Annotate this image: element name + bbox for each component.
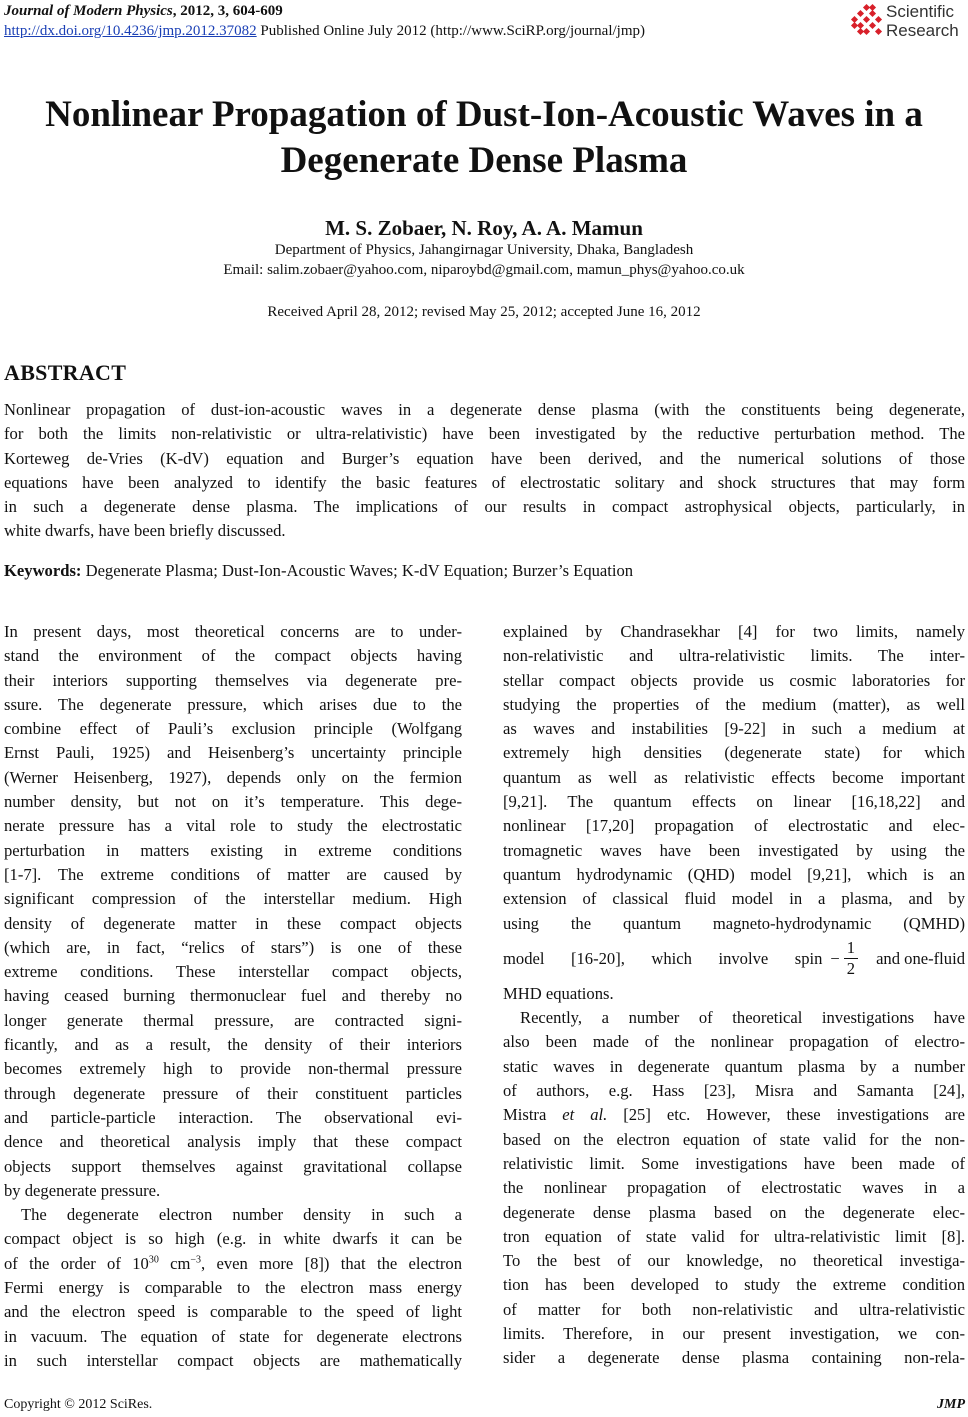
body-line: nonlinear [17,20] propagation of electrostatic and elec- <box>503 816 965 836</box>
body-line: number density, but not on it’s temperature. This dege- <box>4 792 462 812</box>
body-line: their interiors supporting themselves via degenerate pre- <box>4 670 462 690</box>
body-line: having ceased burning thermonuclear fuel and thereby no <box>4 986 462 1006</box>
logo-square <box>875 28 882 35</box>
unit-exponent: −3 <box>190 1254 202 1266</box>
logo-icon <box>848 2 884 40</box>
body-line: also been made of the nonlinear propagation of electro- <box>503 1032 965 1052</box>
body-line: through degenerate pressure of their constituent particles <box>4 1083 462 1103</box>
body-line: tion has been developed to study the extreme condition <box>503 1275 965 1295</box>
author-emails: Email: salim.zobaer@yahoo.com, niparoybd@gmail.com, mamun_phys@yahoo.co.uk <box>223 262 745 278</box>
body-line: in vacuum. The equation of state for degenerate electrons <box>4 1326 462 1346</box>
title-line-2: Degenerate Dense Plasma <box>280 140 688 181</box>
body-line: relativistic limit. Some investigations have been made of <box>503 1153 965 1173</box>
body-line: objects support themselves against gravitational collapse <box>4 1156 462 1176</box>
body-line: tromagnetic waves have been investigated by using the <box>503 840 965 860</box>
journal-name: Journal of Modern Physics <box>4 3 173 19</box>
logo-square <box>857 10 864 17</box>
body-line: longer generate thermal pressure, are contracted signi- <box>4 1010 462 1030</box>
fraction-numerator: 1 <box>844 938 858 959</box>
density-text: of the order of 10 <box>4 1253 149 1273</box>
density-text-rest: , even more [8]) that the electron <box>201 1253 462 1273</box>
body-line: of matter for both non-relativistic and ultra-relativistic <box>503 1299 965 1319</box>
body-line-spin <box>503 936 965 982</box>
body-line: extremely high densities (degenerate state) for which <box>503 743 965 763</box>
journal-meta: , 2012, 3, 604-609 <box>172 3 283 19</box>
body-line: ssure. The degenerate pressure, which arises due to the <box>4 694 462 714</box>
logo-square <box>857 28 864 35</box>
abstract-line: Nonlinear propagation of dust-ion-acoustic waves in a degenerate dense plasma (with the constituents being degenerate, <box>4 400 965 419</box>
spin-text-post: and one-fluid <box>876 948 965 968</box>
body-line: perturbation in matters existing in extreme conditions <box>4 840 462 860</box>
logo-square <box>875 16 882 23</box>
body-line: extension of classical fluid model in a plasma, and by <box>503 889 965 909</box>
scientific-research-logo <box>848 2 966 42</box>
body-line: static waves in degenerate quantum plasma by a number <box>503 1056 965 1076</box>
abstract-line: for both the limits non-relativistic or ultra-relativistic) have been investigated by the reductive perturbation method. The <box>4 424 965 444</box>
body-line: degenerate dense plasma based on the degenerate elec- <box>503 1202 965 1222</box>
body-line: compact object is so high (e.g. in white dwarfs it can be <box>4 1229 462 1249</box>
body-line: nerate pressure has a vital role to study the electrostatic <box>4 816 462 836</box>
body-line: in such interstellar compact objects are mathematically <box>4 1350 462 1370</box>
body-line: the nonlinear propagation of electrostatic waves in a <box>503 1178 965 1198</box>
abstract-line: equations have been analyzed to identify the basic features of electrostatic solitary and shock structures that may form <box>4 472 965 492</box>
fraction-denominator: 2 <box>846 959 856 979</box>
body-line: Recently, a number of theoretical investigations have <box>520 1008 965 1028</box>
body-right-column <box>503 620 965 1371</box>
body-line: and the electron speed is comparable to the speed of light <box>4 1302 462 1322</box>
body-line: studying the properties of the medium (matter), as well <box>503 694 965 714</box>
body-line: (which are, in fact, “relics of stars”) is one of these <box>4 937 462 957</box>
abstract-heading: ABSTRACT <box>4 360 127 385</box>
density-unit: cm <box>158 1253 191 1273</box>
body-line: stand the environment of the compact objects having <box>4 646 462 666</box>
body-line: (Werner Heisenberg, 1927), depends only on the fermion <box>4 767 462 787</box>
copyright: Copyright © 2012 SciRes. <box>4 1397 153 1412</box>
body-line: quantum hydrodynamic (QHD) model [9,21], which is an <box>503 864 965 884</box>
keywords-list: Degenerate Plasma; Dust-Ion-Acoustic Waves; K-dV Equation; Burzer’s Equation <box>81 561 634 580</box>
abstract-body <box>4 398 965 544</box>
body-line: becomes extremely high to provide non-thermal pressure <box>4 1059 462 1079</box>
spin-text-pre: model [16-20], which involve spin <box>503 948 823 968</box>
logo-square <box>851 22 858 29</box>
etal-post: [25] etc. However, these investigations are <box>607 1105 965 1125</box>
body-line-density <box>4 1252 462 1276</box>
abstract-line: white dwarfs, have been briefly discussed. <box>4 521 286 541</box>
body-line: stellar compact objects provide us cosmic laboratories for <box>503 670 965 690</box>
body-line: The degenerate electron number density in such a <box>21 1205 462 1225</box>
logo-square <box>869 4 876 11</box>
body-line: by degenerate pressure. <box>4 1180 161 1200</box>
body-line: significant compression of the interstellar medium. High <box>4 889 462 909</box>
body-line: combine effect of Pauli’s exclusion principle (Wolfgang <box>4 719 462 739</box>
abstract-line: in such a degenerate dense plasma. The implications of our results in compact astrophysical objects, particularly, in <box>4 497 965 517</box>
density-exponent: 30 <box>148 1254 159 1266</box>
body-line: Fermi energy is comparable to the electron mass energy <box>4 1278 462 1298</box>
body-line: ficantly, and as a result, the density of their interiors <box>4 1035 462 1055</box>
logo-square <box>863 16 870 23</box>
etal-pre: Mistra <box>503 1105 563 1125</box>
body-line: limits. Therefore, in our present investigation, we con- <box>503 1324 965 1344</box>
logo-square <box>869 22 876 29</box>
body-line: Ernst Pauli, 1925) and Heisenberg’s uncertainty principle <box>4 743 462 763</box>
affiliation: Department of Physics, Jahangirnagar University, Dhaka, Bangladesh <box>274 242 694 258</box>
journal-abbreviation: JMP <box>937 1397 965 1412</box>
body-line-etal <box>503 1103 965 1127</box>
body-line: quantum as well as relativistic effects become important <box>503 767 965 787</box>
journal-citation <box>4 2 283 21</box>
body-left-column <box>4 620 462 1373</box>
body-line: [9,21]. The quantum effects on linear [16,18,22] and <box>503 792 965 812</box>
body-line: [1-7]. The extreme conditions of matter are caused by <box>4 864 462 884</box>
title-line-1: Nonlinear Propagation of Dust-Ion-Acoustic Waves in a <box>45 94 923 135</box>
body-line: explained by Chandrasekhar [4] for two limits, namely <box>503 622 965 641</box>
body-line: non-relativistic and ultra-relativistic limits. The inter- <box>503 646 965 666</box>
body-line: dence and theoretical analysis imply that these compact <box>4 1132 462 1152</box>
body-line: using the quantum magneto-hydrodynamic (QMHD) <box>503 913 965 933</box>
published-online: Published Online July 2012 (http://www.SciRP.org/journal/jmp) <box>256 23 645 39</box>
authors: M. S. Zobaer, N. Roy, A. A. Mamun <box>325 216 643 240</box>
paper-title <box>0 92 968 184</box>
body-line: sider a degenerate dense plasma containing non-rela- <box>503 1348 965 1368</box>
abstract-line: Korteweg de-Vries (K-dV) equation and Burger’s equation have been derived, and the numerical solutions of those <box>4 448 965 468</box>
keywords-label: Keywords: <box>4 561 82 580</box>
body-line: tron equation of state valid for ultra-relativistic limit [8]. <box>503 1226 965 1246</box>
logo-line2: Research <box>886 21 959 40</box>
body-line: as waves and instabilities [9-22] in such a medium at <box>503 719 965 739</box>
body-line: based on the electron equation of state valid for the non- <box>503 1129 965 1149</box>
body-line: MHD equations. <box>503 983 614 1003</box>
body-line: extreme conditions. These interstellar compact objects, <box>4 962 462 982</box>
keywords <box>4 560 633 582</box>
publication-line <box>4 22 645 41</box>
logo-text <box>886 2 959 40</box>
received-dates: Received April 28, 2012; revised May 25, 2012; accepted June 16, 2012 <box>267 304 701 320</box>
body-line: and particle-particle interaction. The observational evi- <box>4 1107 462 1127</box>
logo-line1: Scientific <box>886 2 955 21</box>
minus-sign: − <box>830 948 840 968</box>
body-line: To the best of our knowledge, no theoretical investiga- <box>503 1251 965 1271</box>
body-line: density of degenerate matter in these compact objects <box>4 913 462 933</box>
etal-italic: et al. <box>562 1105 608 1125</box>
doi-link[interactable]: http://dx.doi.org/10.4236/jmp.2012.37082 <box>4 23 257 39</box>
body-line: of authors, e.g. Hass [23], Misra and Samanta [24], <box>503 1081 965 1101</box>
body-line: In present days, most theoretical concerns are to under- <box>4 622 462 641</box>
spin-fraction <box>844 938 858 979</box>
